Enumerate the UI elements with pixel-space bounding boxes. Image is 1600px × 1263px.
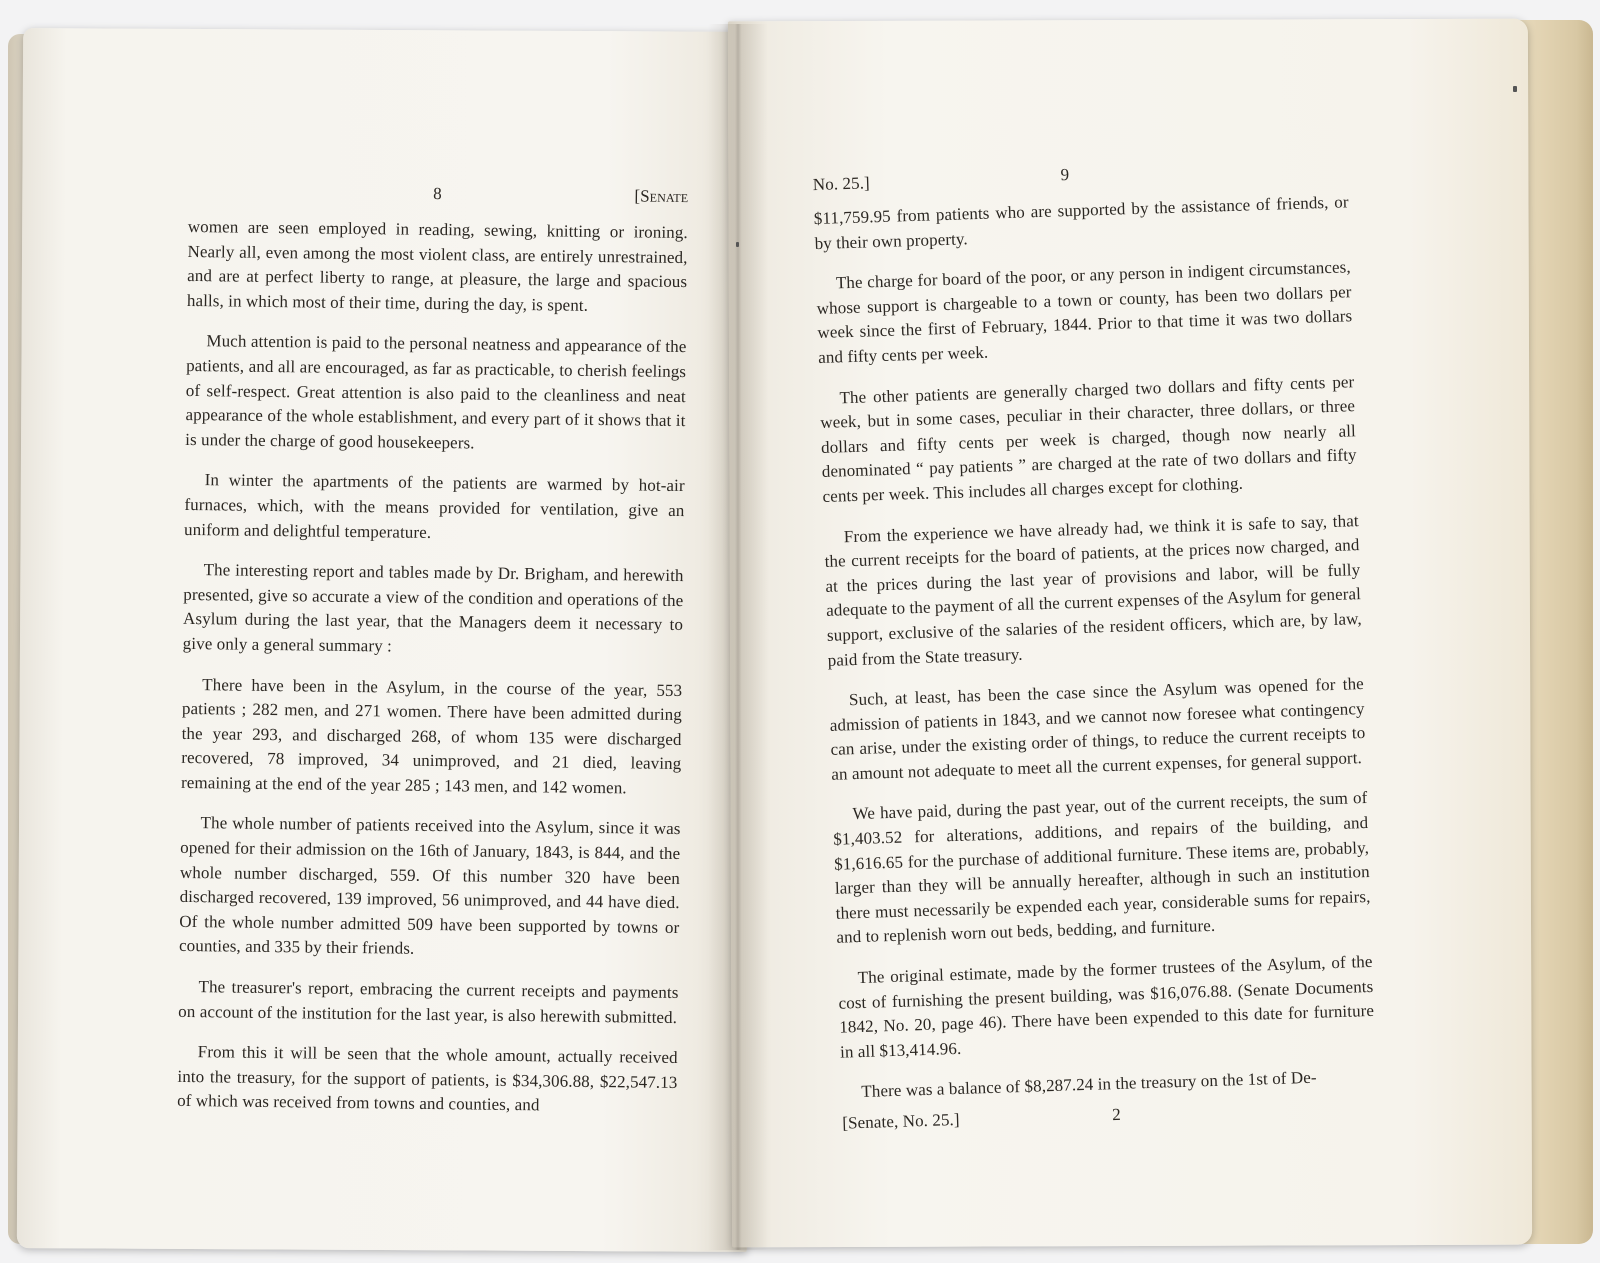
left-paragraph-2: Much attention is paid to the personal neatness and appearance of the patients, and all are encouraged, as far as practicable, to cherish feelings of self-respect. Great attention is also paid to the cleanliness and neat appearance of the whole establishment, and every part of it shows that it is under the charge of good housekeepers.: [185, 331, 687, 453]
footer-sheet-number: 2: [1111, 1104, 1122, 1125]
left-running-head: [Senate: [634, 186, 689, 207]
right-running-head: No. 25.]: [812, 173, 871, 195]
left-paragraph-6: The whole number of patients received into the Asylum, since it was opened for their admission on the 16th of January, 1843, is 844, and the whole number discharged, 559. Of this number 320 have been discharged recovered, 139 improved, 56 unimproved, and 44 have died. Of the whole number admitted 509 have been supported by towns or counties, and 335 by their friends.: [178, 813, 681, 959]
left-page-number: 8: [433, 183, 442, 204]
left-paragraph-4: The interesting report and tables made by Dr. Brigham, and herewith presented, give so accurate a view of the condition and operations of the Asylum during the last year, that the Managers deem it necessary to give only a general summary :: [182, 560, 684, 656]
right-page: [728, 19, 1532, 1248]
book-gutter: [708, 24, 768, 1250]
ink-speck: [1513, 86, 1517, 92]
left-paragraph-7: The treasurer's report, embracing the current receipts and payments on account of the institution for the last year, is also herewith submitted.: [178, 977, 679, 1027]
left-paragraph-8: From this it will be seen that the whole amount, actually received into the treasury, for the support of patients, is $34,306.88, $22,547.13 of which was received from towns and counties, and: [177, 1042, 678, 1115]
ink-speck: [736, 242, 739, 247]
left-page-header: [188, 179, 688, 215]
open-book: [8, 14, 1593, 1254]
left-paragraph-3: In winter the apartments of the patients are warmed by hot-air furnaces, which, with the means provided for ventilation, give an uniform and delightful temperature.: [184, 470, 685, 542]
right-paragraph-2: The charge for board of the poor, or any person in indigent circumstances, whose support is chargeable to a town or county, has been two dollars per week since the first of February, 1844. Prior to that time it was two dollars and fifty cents per week.: [816, 257, 1353, 367]
right-paragraph-5: Such, at least, has been the case since the Asylum was opened for the admission of patients in 1843, and we cannot now foresee what contingency can arise, under the existing order of things, to reduce the current receipts to an amount not adequate to meet all the current expenses, for general support.: [829, 674, 1366, 784]
right-page-text: [812, 154, 1377, 1137]
footer-signature: [Senate, No. 25.]: [842, 1109, 960, 1133]
left-page: [17, 28, 753, 1252]
right-paragraph-4: From the experience we have already had, we think it is safe to say, that the current receipts for the board of patients, at the prices now charged, and at the prices during the last year of provisions and labor, will be fully adequate to the payment of all the current expenses of the Asylum for general support, exclusive of the salaries of the resident officers, which are, by law, paid from the State treasury.: [824, 510, 1363, 670]
left-paragraph-1: women are seen employed in reading, sewing, knitting or ironing. Nearly all, even among the most violent class, are entirely unrestrained, and are at perfect liberty to range, at pleasure, the large and spacious halls, in which most of their time, during the day, is spent.: [186, 216, 688, 315]
right-paragraph-7: The original estimate, made by the former trustees of the Asylum, of the cost of furnishing the present building, was $16,076.88. (Senate Documents 1842, No. 20, page 46). There have been expended to this date for furniture in all $13,414.96.: [838, 951, 1375, 1062]
right-paragraph-8: There was a balance of $8,287.24 in the treasury on the 1st of De-: [861, 1068, 1317, 1102]
right-paragraph-3: The other patients are generally charged two dollars and fifty cents per week, but in some cases, peculiar in their character, three dollars, or three dollars and fifty cents per week is charged, though now nearly all denominated “ pay patients ” are charged at the rate of two dollars and fifty cents per week. This includes all charges except for clothing.: [819, 371, 1357, 506]
left-page-text: [177, 179, 689, 1136]
right-paragraph-1: $11,759.95 from patients who are supported by the assistance of friends, or by their own property.: [813, 192, 1349, 253]
left-paragraph-5: There have been in the Asylum, in the course of the year, 553 patients ; 282 men, and 271 women. There have been admitted during the year 293, and discharged 268, of whom 135 were discharged recovered, 78 improved, 34 unimproved, and 21 died, leaving remaining at the end of the year 285 ; 143 men, and 142 women.: [180, 674, 683, 798]
right-paragraph-6: We have paid, during the past year, out of the current receipts, the sum of $1,403.52 for alterations, additions, and repairs of the building, and $1,616.65 for the purchase of additional furniture. These items are, probably, larger than they will be annually hereafter, although in such an institution there must necessarily be expended each year, considerable sums for repairs, and to replenish worn out beds, bedding, and furniture.: [833, 788, 1371, 948]
right-page-number: 9: [1060, 165, 1070, 185]
